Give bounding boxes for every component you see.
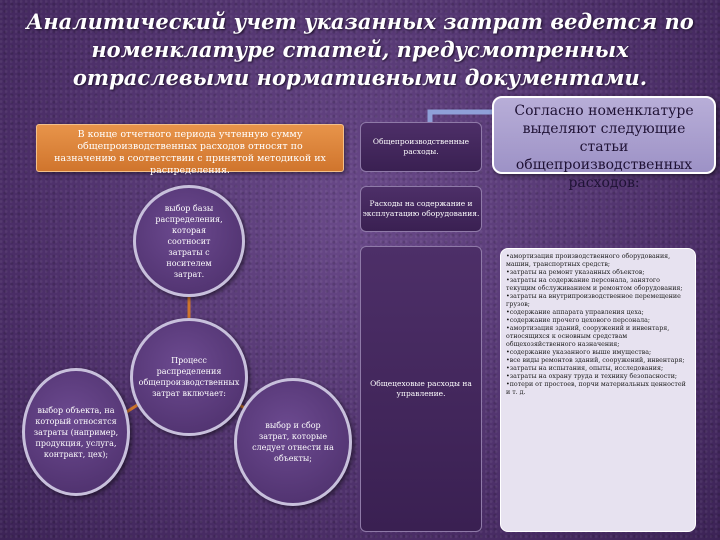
- list-item: •содержание аппарата управления цеха;: [506, 309, 644, 316]
- cost-object-text: выбор объекта, на который относятся затраты (например, продукция, услуга, контракт, цех);: [33, 405, 119, 459]
- equipment-costs-box: [360, 186, 482, 232]
- shop-management-box: [360, 246, 482, 532]
- cost-items-list: [500, 248, 696, 532]
- shop-management-label: Общецеховые расходы на управление.: [370, 379, 472, 398]
- distribution-base-text: выбор базы распределения, которая соотносит затраты с носителем затрат.: [155, 203, 223, 279]
- page-title: Аналитический учет указанных затрат ведется по номенклатуре статей, предусмотренных отраслевыми нормативными документами.: [26, 9, 694, 90]
- list-item: •содержание указанного выше имущества;: [506, 349, 652, 356]
- list-item: •содержание прочего цехового персонала;: [506, 317, 650, 324]
- distribution-process-circle: [130, 318, 248, 436]
- list-item: •затраты на испытания, опыты, исследования;: [506, 365, 664, 372]
- list-item: •затраты на охрану труда и технику безопасности;: [506, 373, 678, 380]
- cost-object-circle: [22, 368, 130, 496]
- list-item: •потери от простоев, порчи материальных ценностей и т. д.: [506, 381, 686, 396]
- general-production-label: Общепроизводственные расходы.: [372, 137, 470, 156]
- list-item: •затраты на внутрипроизводственное перемещение грузов;: [506, 293, 681, 308]
- cost-selection-text: выбор и сбор затрат, которые следует отнести на объекты;: [252, 421, 334, 463]
- list-item: •амортизация производственного оборудования, машин, транспортных средств;: [506, 253, 671, 268]
- equipment-costs-label: Расходы на содержание и эксплуатацию оборудования.: [362, 199, 480, 218]
- distribution-note: В конце отчетного периода учтенную сумму общепроизводственных расходов относят по назначению в соответствии с принятой методикой их распределения.: [36, 124, 344, 172]
- list-item: •все виды ремонтов зданий, сооружений, инвентаря;: [506, 357, 685, 364]
- list-item: •затраты на содержание персонала, занятого текущим обслуживанием и ремонтом оборудования;: [506, 277, 683, 292]
- distribution-base-circle: [133, 185, 245, 297]
- list-item: •затраты на ремонт указанных объектов;: [506, 269, 645, 276]
- general-production-box: [360, 122, 482, 172]
- nomenclature-callout: Согласно номенклатуре выделяют следующие статьи общепроизводственных расходов:: [492, 96, 716, 174]
- cost-selection-circle: [234, 378, 352, 506]
- list-item: •амортизация зданий, сооружений и инвентаря, относящихся к основным средствам общехозяйственного назначения;: [506, 325, 670, 348]
- distribution-process-text: Процесс распределения общепроизводственных затрат включает:: [138, 356, 240, 398]
